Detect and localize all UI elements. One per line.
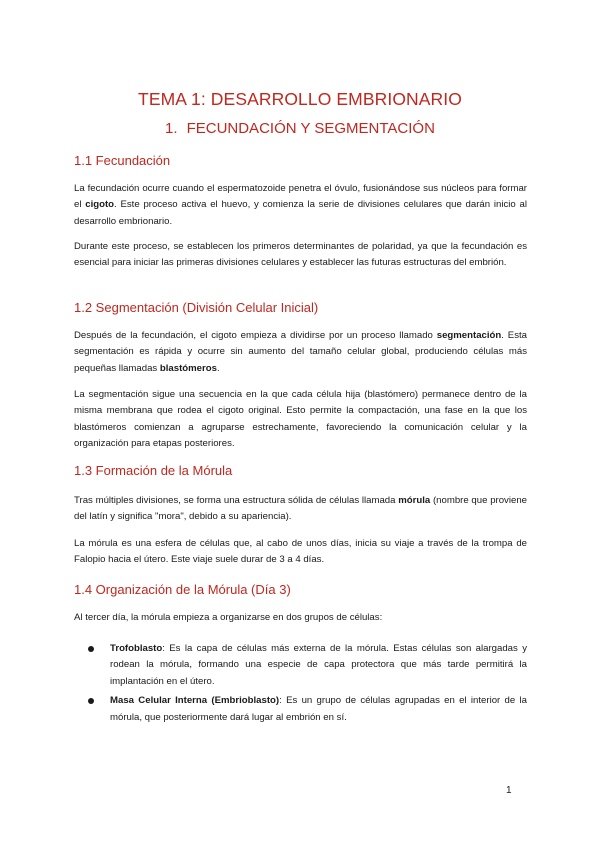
bullet-icon	[88, 698, 94, 704]
section-heading-fecundacion: 1.1 Fecundación	[74, 153, 171, 168]
section-heading-segmentacion: 1.2 Segmentación (División Celular Inicial)	[74, 300, 319, 315]
section-heading-organizacion: 1.4 Organización de la Mórula (Día 3)	[74, 582, 291, 597]
page-number: 1	[506, 785, 512, 796]
bold-term: Trofoblasto	[110, 643, 163, 654]
list-item: Trofoblasto: Es la capa de células más externa de la mórula. Estas células son alargadas y rodean la mórula, formando una especie de capa protectora que más tarde permitirá la implantación en el útero.	[74, 641, 527, 690]
page-title: TEMA 1: DESARROLLO EMBRIONARIO	[138, 89, 462, 109]
paragraph: Después de la fecundación, el cigoto empieza a dividirse por un proceso llamado segmentación. Esta segmentación es rápida y ocurre sin aumento del tamaño celular global, produciendo células más pequeñas llamadas blastómeros.	[74, 330, 527, 374]
paragraph: Durante este proceso, se establecen los primeros determinantes de polaridad, ya que la fecundación es esencial para iniciar las primeras divisiones celulares y establecer las futuras estructuras del embrión.	[74, 241, 527, 269]
bullet-list	[74, 641, 527, 729]
section-heading-morula: 1.3 Formación de la Mórula	[74, 463, 233, 478]
paragraph: La mórula es una esfera de células que, al cabo de unos días, inicia su viaje a través de la trompa de Falopio hacia el útero. Este viaje suele durar de 3 a 4 días.	[74, 538, 527, 566]
paragraph: Al tercer día, la mórula empieza a organizarse en dos grupos de células:	[74, 612, 383, 623]
bold-term: cigoto	[85, 199, 115, 211]
chapter-subtitle	[0, 120, 600, 137]
paragraph: La segmentación sigue una secuencia en la que cada célula hija (blastómero) permanece dentro de la misma membrana que rodea el cigoto original. Esto permite la compactación, una fase en la que los blastómeros comienzan a agruparse estrechamente, favoreciendo la comunicación celular y la organización para etapas posteriores.	[74, 389, 527, 450]
paragraph: La fecundación ocurre cuando el espermatozoide penetra el óvulo, fusionándose sus núcleos para formar el cigoto. Este proceso activa el huevo, y comienza la serie de divisiones celulares que darán inicio al desarrollo embrionario.	[74, 183, 527, 227]
list-item: Masa Celular Interna (Embrioblasto): Es un grupo de células agrupadas en el interior de la mórula, que posteriormente dará lugar al embrión en sí.	[74, 693, 527, 726]
bold-term: blastómeros	[159, 362, 217, 374]
bold-term: mórula	[398, 495, 431, 506]
bold-term: segmentación	[436, 330, 502, 341]
bold-term: Masa Celular Interna (Embrioblasto)	[110, 695, 280, 707]
bullet-icon	[88, 646, 94, 652]
paragraph: Tras múltiples divisiones, se forma una estructura sólida de células llamada mórula (nombre que proviene del latín y significa "mora", debido a su apariencia).	[74, 495, 527, 523]
subtitle-number: 1.	[165, 120, 178, 137]
subtitle-text: FECUNDACIÓN Y SEGMENTACIÓN	[186, 120, 435, 137]
